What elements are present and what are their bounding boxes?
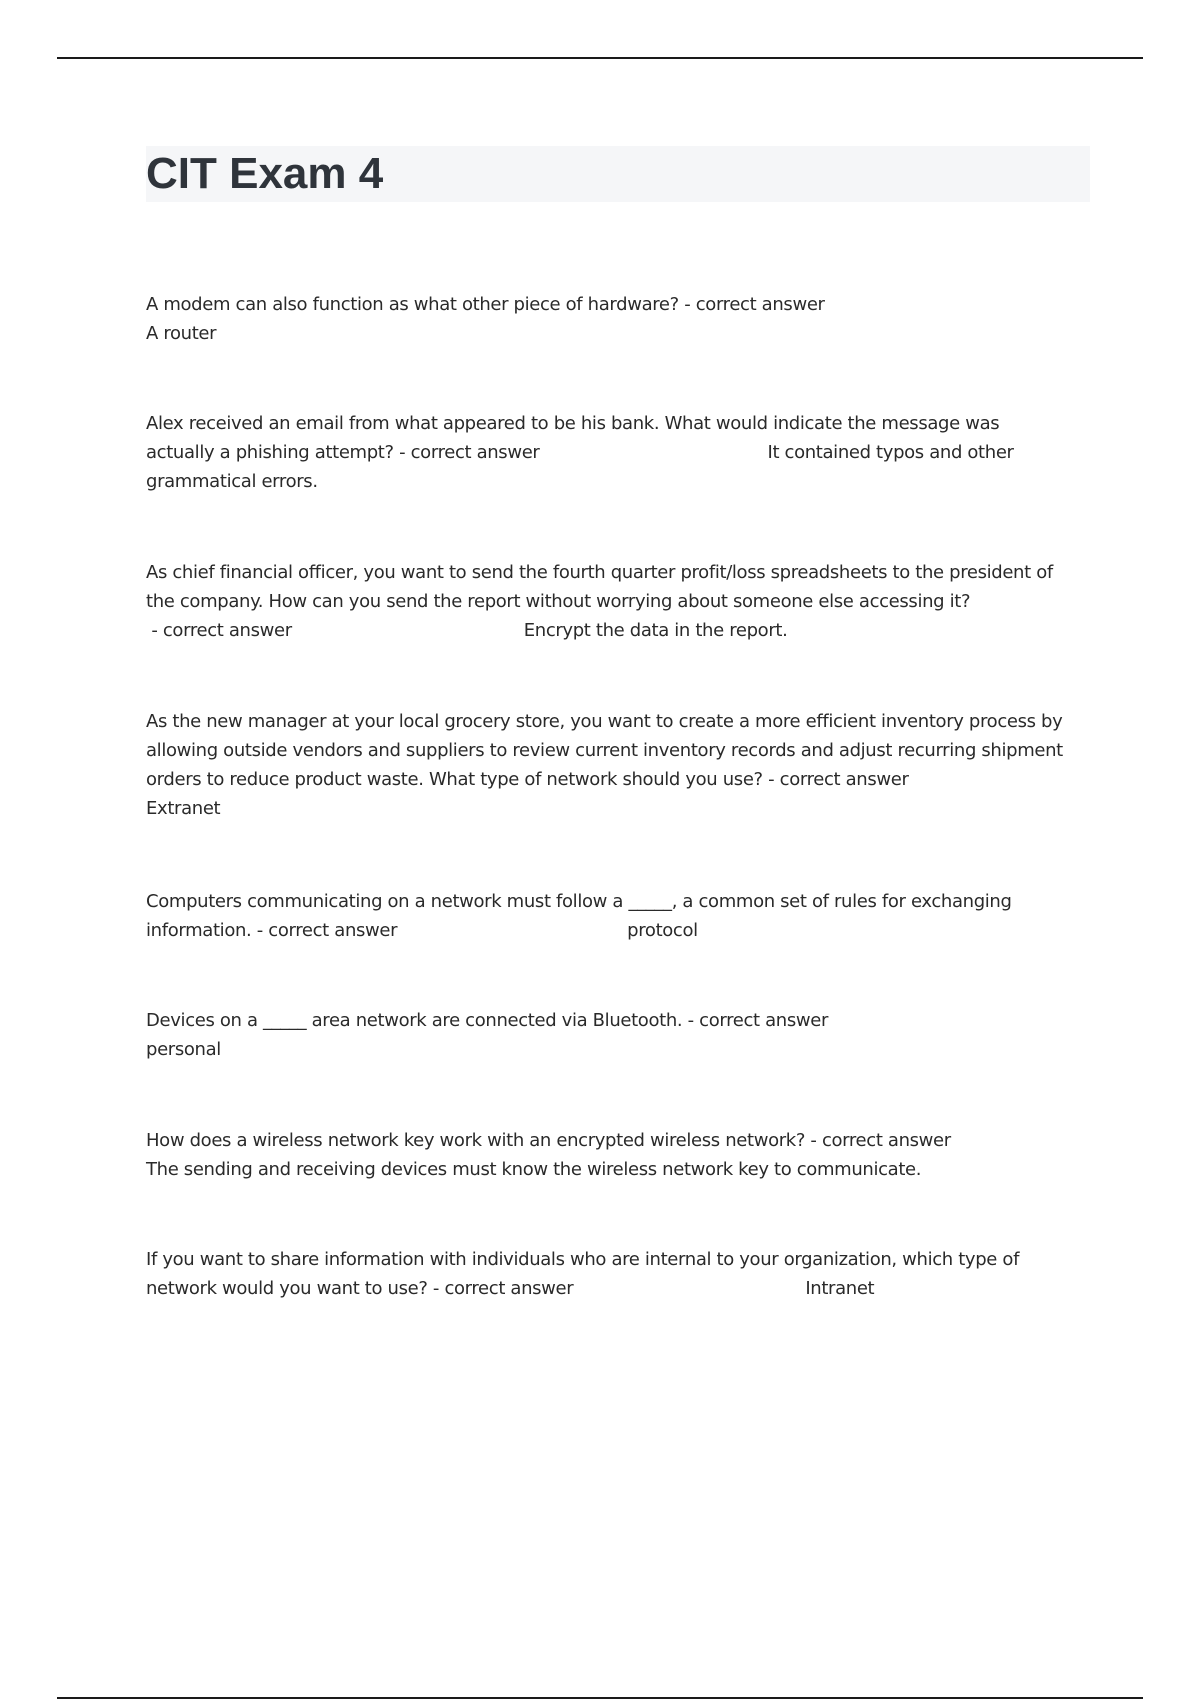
question-text: Alex received an email from what appeared to be his bank. What would indicate the message was actually a phishing attempt? <box>146 413 1000 463</box>
correct-answer-label: - correct answer <box>427 1278 574 1299</box>
qa-item-2 <box>146 409 1051 496</box>
correct-answer-label: - correct answer <box>762 769 909 790</box>
bottom-rule <box>57 1697 1143 1699</box>
top-rule <box>57 57 1143 59</box>
correct-answer-label: - correct answer <box>678 294 825 315</box>
answer-text: Intranet <box>805 1278 875 1299</box>
answer-text: protocol <box>627 920 698 941</box>
qa-item-7 <box>146 1126 1076 1184</box>
qa-item-1 <box>146 290 1076 348</box>
qa-item-6 <box>146 1006 1076 1064</box>
title-band <box>146 146 1090 202</box>
question-text: Devices on a _____ area network are connected via Bluetooth. <box>146 1010 683 1031</box>
correct-answer-label: - correct answer <box>682 1010 829 1031</box>
question-text: If you want to share information with individuals who are internal to your organization, which type of network would you want to use? <box>146 1249 1020 1299</box>
answer-text: Encrypt the data in the report. <box>523 620 788 641</box>
question-text: Computers communicating on a network must follow a _____, a common set of rules for exchanging information. <box>146 891 1012 941</box>
answer-text: It contained typos and other grammatical errors. <box>146 442 1014 492</box>
answer-text: The sending and receiving devices must know the wireless network key to communicate. <box>146 1159 922 1180</box>
correct-answer-label: - correct answer <box>251 920 398 941</box>
correct-answer-label: - correct answer <box>146 620 292 641</box>
qa-item-3 <box>146 558 1076 645</box>
question-text: How does a wireless network key work with an encrypted wireless network? <box>146 1130 806 1151</box>
answer-text: personal <box>146 1039 221 1060</box>
qa-item-8 <box>146 1245 1076 1303</box>
question-text: As chief financial officer, you want to send the fourth quarter profit/loss spreadsheets to the president of the company. How can you send the report without worrying about someone else accessing it? <box>146 562 1053 612</box>
correct-answer-label: - correct answer <box>393 442 540 463</box>
question-text: As the new manager at your local grocery store, you want to create a more efficient inventory process by allowing outside vendors and suppliers to review current inventory records and adjust recurring shipment orders to reduce product waste. What type of network should you use? <box>146 711 1063 790</box>
qa-item-5 <box>146 887 1076 945</box>
question-text: A modem can also function as what other piece of hardware? <box>146 294 679 315</box>
answer-text: A router <box>146 323 217 344</box>
page-title: CIT Exam 4 <box>146 149 384 198</box>
answer-text: Extranet <box>146 798 221 819</box>
correct-answer-label: - correct answer <box>805 1130 951 1151</box>
qa-item-4 <box>146 707 1076 823</box>
